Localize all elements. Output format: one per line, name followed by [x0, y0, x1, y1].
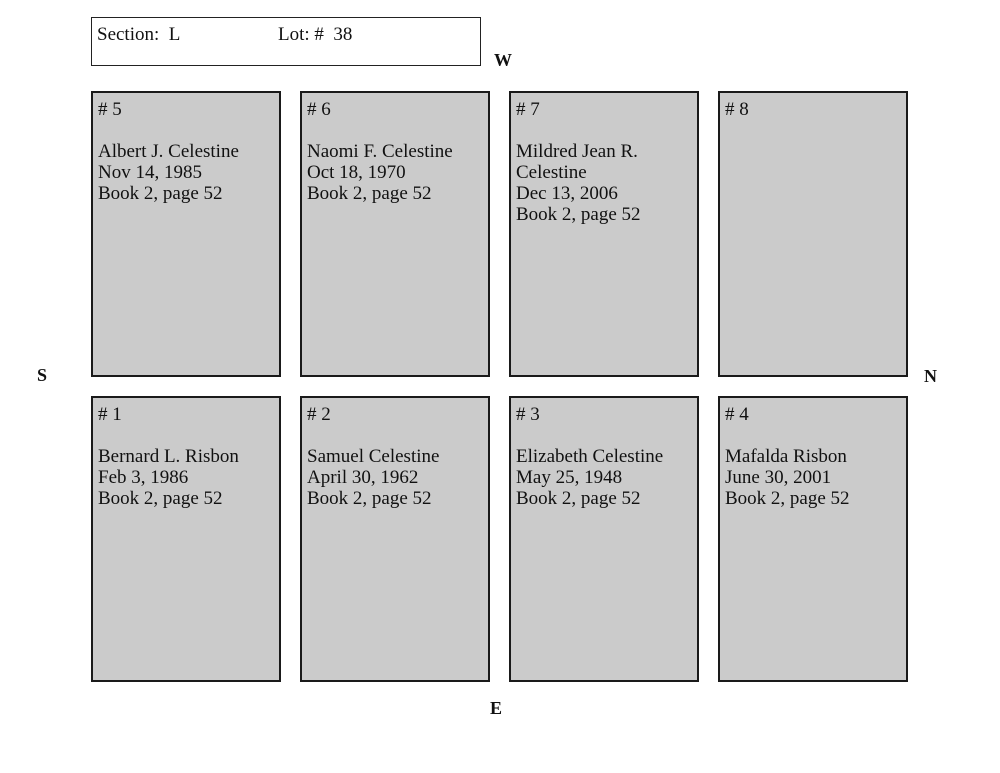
plot-number: # 8 [725, 99, 749, 120]
plot-detail-line: Celestine [516, 162, 587, 183]
plot-detail-line: April 30, 1962 [307, 467, 419, 488]
lot-number-label: Lot: # 38 [278, 24, 353, 45]
plot-detail-line: Feb 3, 1986 [98, 467, 189, 488]
plot-detail-line: Book 2, page 52 [98, 183, 223, 204]
plot-detail-line: Elizabeth Celestine [516, 446, 664, 467]
plot-number: # 5 [98, 99, 122, 120]
plot-detail-line: May 25, 1948 [516, 467, 623, 488]
plot-detail-line: Mildred Jean R. [516, 141, 638, 162]
plot-8 [718, 91, 908, 377]
plot-detail-line: Dec 13, 2006 [516, 183, 618, 204]
lot-header-box [91, 17, 481, 66]
compass-south-label: S [37, 365, 48, 385]
plot-6 [300, 91, 490, 377]
plot-details [516, 446, 693, 509]
plot-3 [509, 396, 699, 682]
plot-4 [718, 396, 908, 682]
plot-number: # 1 [98, 404, 122, 425]
plot-1 [91, 396, 281, 682]
plot-detail-line: Book 2, page 52 [307, 183, 432, 204]
plot-2 [300, 396, 490, 682]
plot-detail-line: Samuel Celestine [307, 446, 440, 467]
compass-west-label: W [494, 50, 512, 70]
plot-detail-line: Nov 14, 1985 [98, 162, 202, 183]
plot-details [307, 446, 484, 509]
plot-number: # 6 [307, 99, 331, 120]
plot-number: # 2 [307, 404, 331, 425]
plot-details [98, 141, 275, 204]
plot-detail-line: Albert J. Celestine [98, 141, 239, 162]
plot-detail-line: Naomi F. Celestine [307, 141, 453, 162]
section-label: Section: L [97, 24, 181, 45]
plot-5 [91, 91, 281, 377]
plot-detail-line: Bernard L. Risbon [98, 446, 239, 467]
plot-details [307, 141, 484, 204]
plot-details [725, 446, 902, 509]
plot-detail-line: Mafalda Risbon [725, 446, 847, 467]
plot-number: # 4 [725, 404, 749, 425]
plot-number: # 3 [516, 404, 540, 425]
compass-north-label: N [924, 366, 937, 386]
plot-detail-line: Book 2, page 52 [307, 488, 432, 509]
plot-details [98, 446, 275, 509]
plot-detail-line: Book 2, page 52 [516, 488, 641, 509]
plot-detail-line: Book 2, page 52 [516, 204, 641, 225]
compass-east-label: E [490, 698, 503, 718]
plot-detail-line: Book 2, page 52 [725, 488, 850, 509]
plot-number: # 7 [516, 99, 540, 120]
plot-detail-line: Oct 18, 1970 [307, 162, 406, 183]
plot-detail-line: Book 2, page 52 [98, 488, 223, 509]
plot-detail-line: June 30, 2001 [725, 467, 832, 488]
plot-details [516, 141, 693, 225]
plot-7 [509, 91, 699, 377]
